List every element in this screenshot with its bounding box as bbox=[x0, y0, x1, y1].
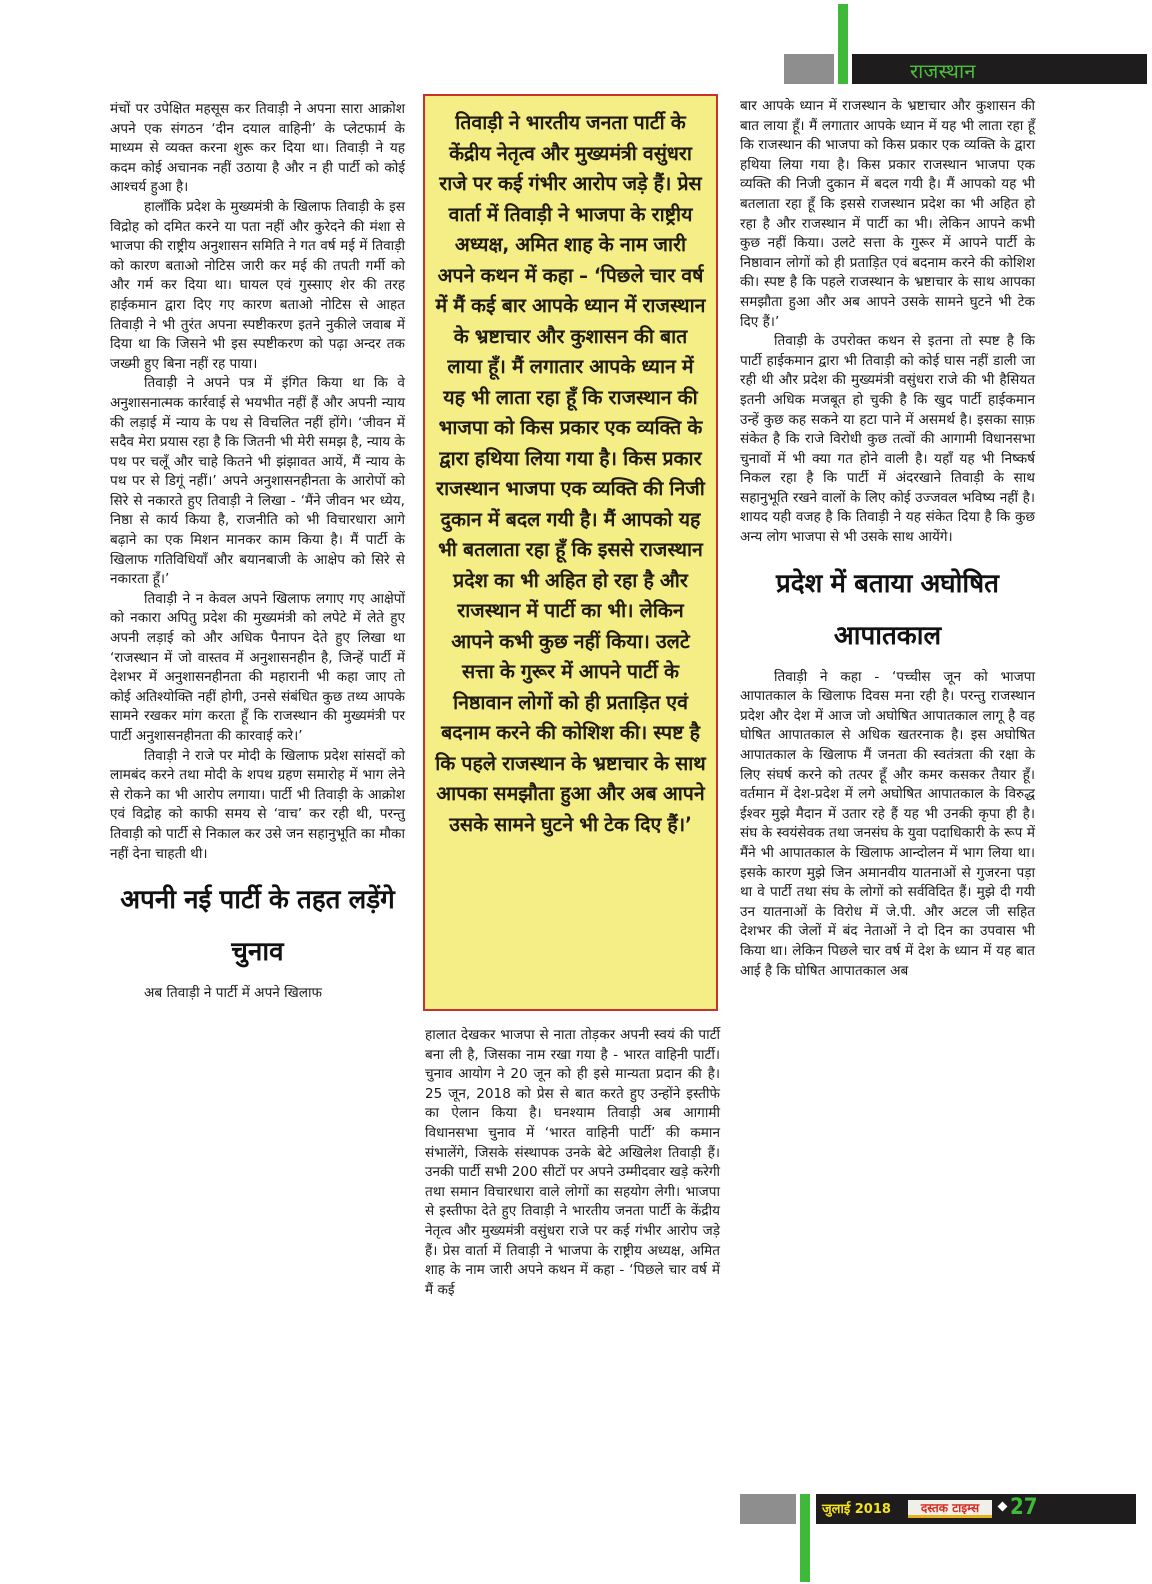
paragraph: हालात देखकर भाजपा से नाता तोड़कर अपनी स्वयं की पार्टी बना ली है, जिसका नाम रखा गया है - भारत वाहिनी पार्टी। चुनाव आयोग ने 20 जून को ही इसे मान्यता प्रदान की है। 25 जून, 2018 को प्रेस से बात करते हुए उन्होंने इस्तीफे का ऐलान किया है। घनश्याम तिवाड़ी अब आगामी विधानसभा चुनाव में ‘भारत वाहिनी पार्टी’ की कमान संभालेंगे, जिसके संस्थापक उनके बेटे अखिलेश तिवाड़ी हैं। उनकी पार्टी सभी 200 सीटों पर अपने उम्मीदवार खड़े करेगी तथा समान विचारधारा वाले लोगों का सहयोग लेगी। भाजपा से इस्तीफा देते हुए तिवाड़ी ने भारतीय जनता पार्टी के केंद्रीय नेतृत्व और मुख्यमंत्री वसुंधरा राजे पर कई गंभीर आरोप जड़े हैं। प्रेस वार्ता में तिवाड़ी ने भाजपा के राष्ट्रीय अध्यक्ष, अमित शाह के नाम जारी अपने कथन में कहा - ‘पिछले चार वर्ष में मैं कई bbox=[425, 1027, 720, 1298]
footer-gray-block bbox=[740, 1494, 796, 1524]
page-number: 27 bbox=[1010, 1495, 1038, 1520]
pull-quote-text: तिवाड़ी ने भारतीय जनता पार्टी के केंद्रीय नेतृत्व और मुख्यमंत्री वसुंधरा राजे पर कई गंभीर आरोप जड़े हैं। प्रेस वार्ता में तिवाड़ी ने भाजपा के राष्ट्रीय अध्यक्ष, अमित शाह के नाम जारी अपने कथन में कहा – ‘पिछले चार वर्ष में मैं कई बार आपके ध्यान में राजस्थान के भ्रष्टाचार और कुशासन की बात लाया हूँ। मैं लगातार आपके ध्यान में यह भी लाता रहा हूँ कि राजस्थान की भाजपा को किस प्रकार एक व्यक्ति के द्वारा हथिया लिया गया है। किस प्रकार राजस्थान भाजपा एक व्यक्ति की निजी दुकान में बदल गयी है। मैं आपको यह भी बतलाता रहा हूँ कि इससे राजस्थान प्रदेश का भी अहित हो रहा है और राजस्थान में पार्टी का भी। लेकिन आपने कभी कुछ नहीं किया। उलटे सत्ता के गुरूर में आपने पार्टी के निष्ठावान लोगों को ही प्रताड़ित एवं बदनाम करने की कोशिश की। स्पष्ट है कि पहले राजस्थान के भ्रष्टाचार के साथ आपका समझौता हुआ और अब आपने उसके सामने घुटने भी टेक दिए हैं।’ bbox=[435, 111, 706, 836]
article-column-3 bbox=[740, 97, 1035, 981]
pull-quote-box bbox=[423, 94, 718, 1011]
article-column-1 bbox=[110, 100, 405, 1004]
paragraph: तिवाड़ी ने अपने पत्र में इंगित किया था कि वे अनुशासनात्मक कार्रवाई से भयभीत नहीं हैं और अपनी न्याय की लड़ाई में न्याय के पथ से विचलित नहीं होंगे। ‘जीवन में सदैव मेरा प्रयास रहा है कि जितनी भी मेरी समझ है, न्याय के पथ पर चलूँ और चाहे कितने भी झंझावत आयें, मैं न्याय के पथ पर से डिगूं नहीं।’ अपने अनुशासनहीनता के आरोपों को सिरे से नकारते हुए तिवाड़ी ने लिखा - ‘मैंने जीवन भर ध्येय, निष्ठा से कार्य किया है, राजनीति को भी विचारधारा आगे बढ़ाने का एक मिशन मानकर काम किया है। मैं पार्टी के खिलाफ गतिविधियाँ और बयानबाजी के आक्षेप को सिरे से नकारता हूँ।’ bbox=[110, 375, 405, 588]
paragraph: बार आपके ध्यान में राजस्थान के भ्रष्टाचार और कुशासन की बात लाया हूँ। मैं लगातार आपके ध्यान में यह भी लाता रहा हूँ कि राजस्थान की भाजपा को किस प्रकार एक व्यक्ति के द्वारा हथिया लिया गया है। किस प्रकार राजस्थान भाजपा एक व्यक्ति की निजी दुकान में बदल गयी है। मैं आपको यह भी बतलाता रहा हूँ कि इससे राजस्थान प्रदेश का भी अहित हो रहा है और राजस्थान में पार्टी का भी। लेकिन आपने कभी कुछ नहीं किया। उलटे सत्ता के गुरूर में आपने पार्टी के निष्ठावान लोगों को ही प्रताड़ित एवं बदनाम करने की कोशिश की। स्पष्ट है कि पहले राजस्थान के भ्रष्टाचार के साथ आपका समझौता हुआ और अब आपने उसके सामने घुटने भी टेक दिए हैं।’ bbox=[740, 98, 1035, 330]
paragraph: तिवाड़ी ने न केवल अपने खिलाफ लगाए गए आक्षेपों को नकारा अपितु प्रदेश की मुख्यमंत्री को लपेटे में लेते हुए अपनी लड़ाई को और अधिक पैनापन देते हुए लिखा था ‘राजस्थान में जो वास्तव में अनुशासनहीन है, जिन्हें पार्टी में देशभर में अनुशासनहीनता की महारानी भी कहा जाए तो कोई अतिश्योक्ति नहीं होगी, उनसे संबंधित कुछ तथ्य आपके सामने रखकर मांग करता हूँ कि राजस्थान की मुख्यमंत्री पर पार्टी अनुशासनहीनता की कारवाई करे।’ bbox=[110, 590, 405, 744]
magazine-logo: दस्तक टाइम्स bbox=[908, 1500, 992, 1518]
paragraph: हालाँकि प्रदेश के मुख्यमंत्री के खिलाफ तिवाड़ी के इस विद्रोह को दमित करने या पता नहीं और कुरेदने की मंशा से भाजपा की राष्ट्रीय अनुशासन समिति ने गत वर्ष मई में तिवाड़ी को कारण बताओ नोटिस जारी कर मई की तपती गर्मी को और गर्म कर दिया था। घायल एवं गुस्साए शेर की तरह हाईकमान द्वारा दिए गए कारण बताओ नोटिस से आहत तिवाड़ी ने भी तुरंत अपना स्पष्टीकरण इतने नुकीले जवाब में दिया था कि जिसने भी इस स्पष्टीकरण को पढ़ा अन्दर तक जख्मी हुए बिना नहीं रह पाया। bbox=[110, 198, 405, 372]
paragraph: मंचों पर उपेक्षित महसूस कर तिवाड़ी ने अपना सारा आक्रोश अपने एक संगठन ‘दीन दयाल वाहिनी’ के प्लेटफार्म के माध्यम से व्यक्त करना शुरू कर दिया था। तिवाड़ी ने यह कदम कोई अचानक नहीं उठाया है और न ही पार्टी को कोई आश्चर्य हुआ है। bbox=[110, 101, 405, 196]
paragraph: तिवाड़ी ने कहा - ‘पच्चीस जून को भाजपा आपातकाल के खिलाफ दिवस मना रही है। परन्तु राजस्थान प्रदेश और देश में आज जो अघोषित आपातकाल लागू है वह घोषित आपातकाल से अधिक खतरनाक है। इस अघोषित आपातकाल के खिलाफ मैं जनता की स्वतंत्रता की रक्षा के लिए संघर्ष करने को तत्पर हूँ और कमर कसकर तैयार हूँ। वर्तमान में देश-प्रदेश में लगे अघोषित आपातकाल के विरुद्ध ईश्वर मुझे मैदान में उतार रहे हैं यह भी उनकी कृपा ही है। संघ के स्वयंसेवक तथा जनसंघ के युवा पदाधिकारी के रूप में मैंने भी आपातकाल के खिलाफ आन्दोलन में भाग लिया था। इसके कारण मुझे जिन अमानवीय यातनाओं से गुजरना पड़ा था वे पार्टी तथा संघ के लोगों को सर्वविदित हैं। मुझे दी गयी उन यातनाओं के विरोध में जे.पी. और अटल जी सहित देशभर की जेलों में बंद नेताओं ने दो दिन का उपवास भी किया था। लेकिन पिछले चार वर्ष में देश के ध्यान में यह बात आई है कि घोषित आपातकाल अब bbox=[740, 668, 1035, 979]
header-green-rule bbox=[838, 4, 848, 84]
header-gray-block bbox=[784, 54, 834, 84]
issue-date: जुलाई 2018 bbox=[822, 1502, 891, 1517]
paragraph: अब तिवाड़ी ने पार्टी में अपने खिलाफ bbox=[144, 985, 323, 1002]
paragraph: तिवाड़ी ने राजे पर मोदी के खिलाफ प्रदेश सांसदों को लामबंद करने तथा मोदी के शपथ ग्रहण समारोह में भाग लेने से रोकने का भी आरोप लगाया। पार्टी भी तिवाड़ी के आक्रोश एवं विद्रोह को काफी समय से ‘वाच’ कर रही थी, परन्तु तिवाड़ी को पार्टी से निकाल कर उसे जन सहानुभूति का मौका नहीं देना चाहती थी। bbox=[110, 747, 405, 862]
article-column-2 bbox=[425, 1026, 720, 1300]
section-header-bar bbox=[852, 54, 1147, 84]
subheading-emergency: प्रदेश में बताया अघोषित आपातकाल bbox=[775, 568, 999, 651]
paragraph: तिवाड़ी के उपरोक्त कथन से इतना तो स्पष्ट है कि पार्टी हाईकमान द्वारा भी तिवाड़ी को कोई घास नहीं डाली जा रही थी और प्रदेश की मुख्यमंत्री वसुंधरा राजे की भी हैसियत इतनी अधिक मजबूत हो चुकी है कि खुद पार्टी हाईकमान उन्हें कुछ कह सकने या हटा पाने में असमर्थ है। इसका साफ़ संकेत है कि राजे विरोधी कुछ तत्वों की आगामी विधानसभा चुनावों में भी क्या गत होने वाली है। यहाँ यह भी निष्कर्ष निकल रहा है कि पार्टी में अंदरखाने तिवाड़ी के साथ सहानुभूति रखने वालों के लिए कोई उज्जवल भविष्य नहीं है। शायद यही वजह है कि तिवाड़ी ने यह संकेत दिया है कि कुछ अन्य लोग भाजपा से भी उसके साथ आयेंगे। bbox=[740, 333, 1035, 546]
subheading-new-party: अपनी नई पार्टी के तहत लड़ेंगे चुनाव bbox=[120, 885, 395, 968]
footer-green-rule bbox=[800, 1494, 810, 1582]
section-title: राजस्थान bbox=[910, 59, 976, 83]
